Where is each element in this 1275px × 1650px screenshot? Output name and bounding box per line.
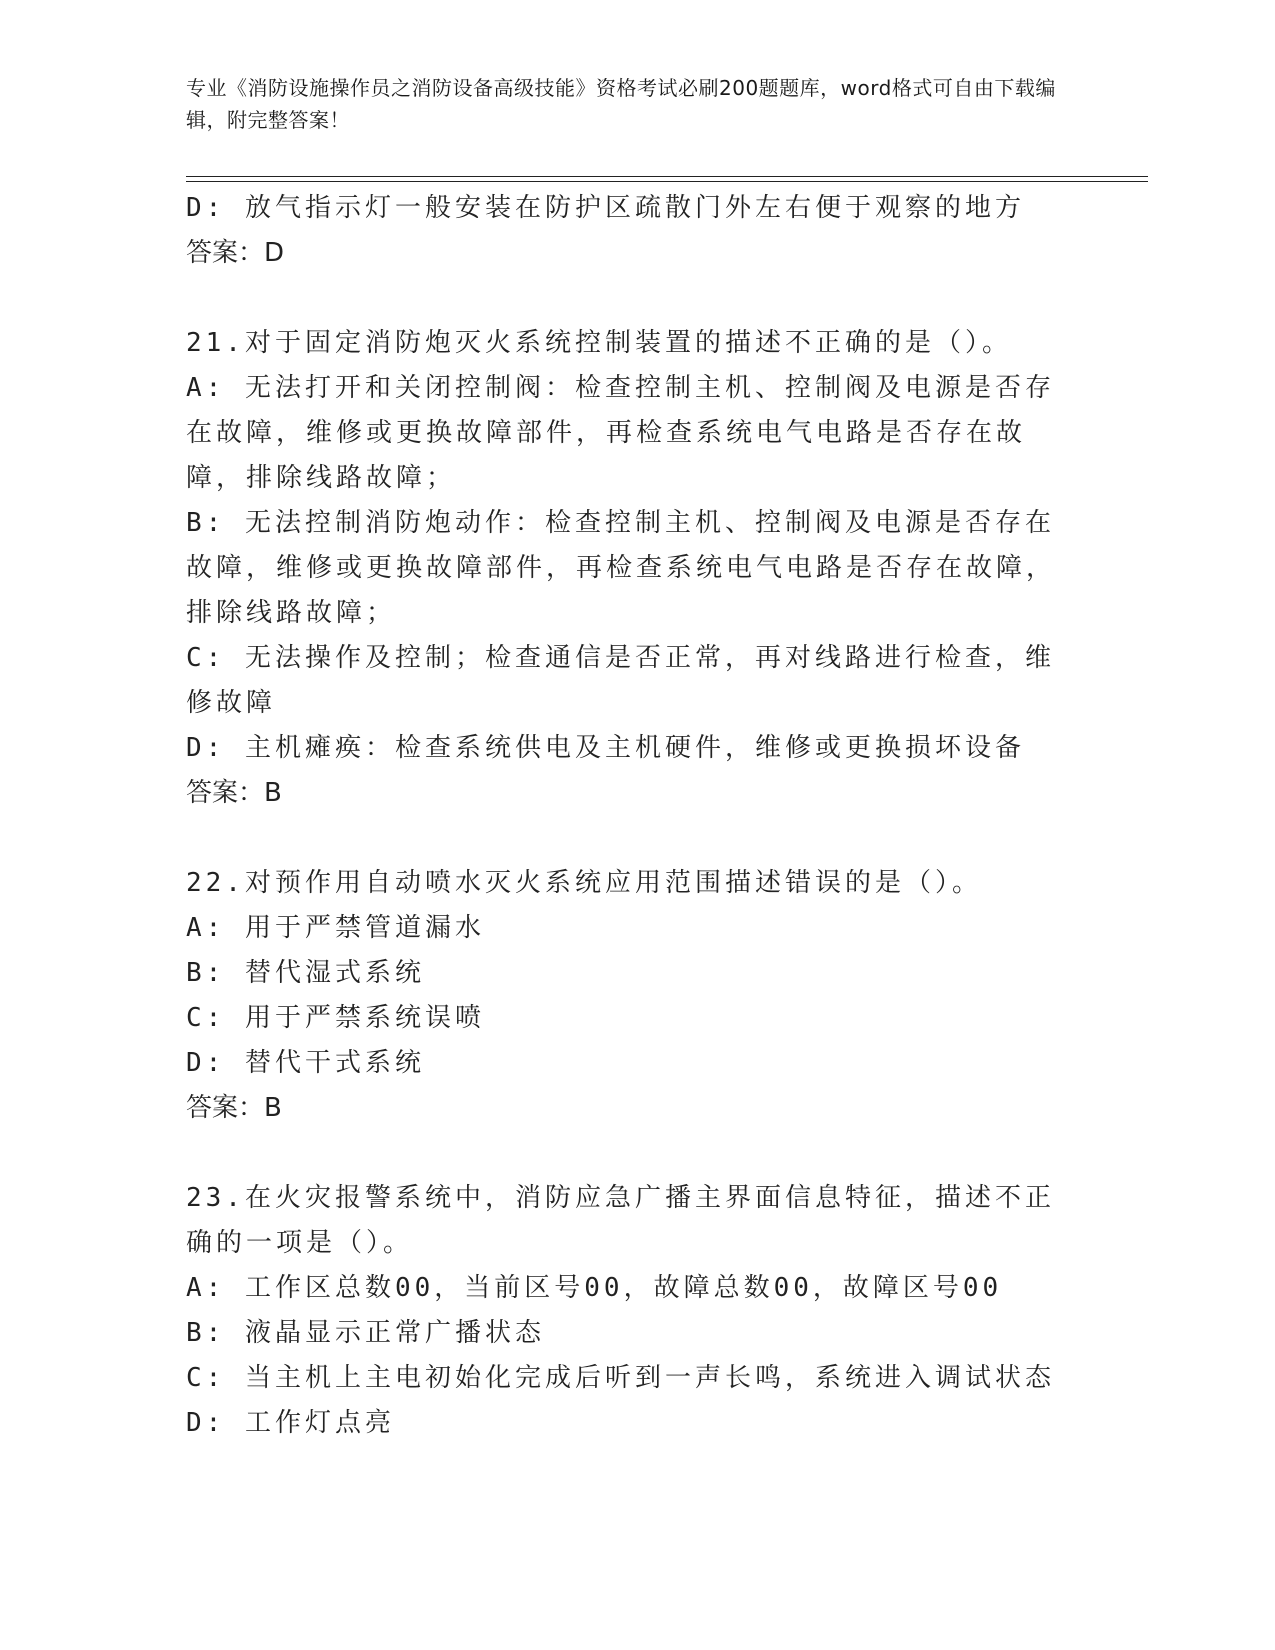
option-b: B: 无法控制消防炮动作：检查控制主机、控制阀及电源是否存在故障，维修或更换故障部件，再检查系统电气电路是否存在故障，排除线路故障； (186, 508, 1057, 628)
option-c: C: 用于严禁系统误喷 (186, 1003, 485, 1033)
spacer (186, 276, 1066, 321)
spacer (186, 1131, 1066, 1176)
option-d: D: 替代干式系统 (186, 1048, 425, 1078)
page-header (186, 72, 1066, 136)
option-d: D: 主机瘫痪：检查系统供电及主机硬件，维修或更换损坏设备 (186, 733, 1025, 763)
option-d: D: 工作灯点亮 (186, 1408, 395, 1438)
option-a: A: 工作区总数00，当前区号00，故障总数00，故障区号00 (186, 1273, 1003, 1303)
answer-label: 答案：B (186, 778, 282, 808)
question-20-tail (186, 186, 1066, 276)
option-d: D: 放气指示灯一般安装在防护区疏散门外左右便于观察的地方 (186, 193, 1025, 223)
option-c: C: 无法操作及控制；检查通信是否正常，再对线路进行检查，维修故障 (186, 643, 1055, 718)
option-a: A: 无法打开和关闭控制阀：检查控制主机、控制阀及电源是否存在故障，维修或更换故障部件，再检查系统电气电路是否存在故障，排除线路故障； (186, 373, 1055, 493)
answer-label: 答案：B (186, 1093, 282, 1123)
question-stem: 23.在火灾报警系统中，消防应急广播主界面信息特征，描述不正确的一项是（）。 (186, 1183, 1055, 1258)
question-stem: 21.对于固定消防炮灭火系统控制装置的描述不正确的是（）。 (186, 328, 1012, 358)
option-c: C: 当主机上主电初始化完成后听到一声长鸣，系统进入调试状态 (186, 1363, 1055, 1393)
header-text: 专业《消防设施操作员之消防设备高级技能》资格考试必刷200题题库，word格式可自由下载编辑，附完整答案！ (186, 76, 1056, 132)
spacer (186, 816, 1066, 861)
question-stem: 22.对预作用自动喷水灭火系统应用范围描述错误的是（）。 (186, 868, 982, 898)
header-divider-bottom (186, 181, 1148, 182)
question-23 (186, 1176, 1066, 1446)
option-b: B: 替代湿式系统 (186, 958, 425, 988)
answer-label: 答案：D (186, 238, 285, 268)
option-a: A: 用于严禁管道漏水 (186, 913, 485, 943)
question-list (186, 186, 1066, 1446)
option-b: B: 液晶显示正常广播状态 (186, 1318, 545, 1348)
question-21 (186, 321, 1066, 816)
header-divider-top (186, 176, 1148, 177)
question-22 (186, 861, 1066, 1131)
